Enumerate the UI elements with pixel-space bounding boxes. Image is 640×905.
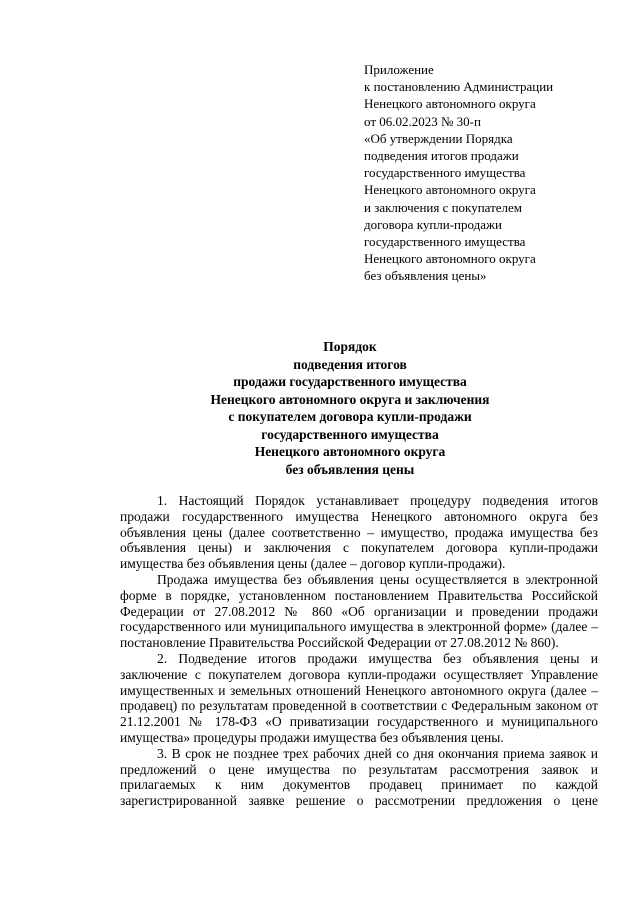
- appendix-line: подведения итогов продажи: [364, 148, 519, 164]
- appendix-line: без объявления цены»: [364, 268, 487, 284]
- paragraph-2: 2. Подведение итогов продажи имущества без объявления цены и заключение с покупателем договора купли-продажи осуществляет Управление имущественных и земельных отношений Ненецкого автономного округа (далее – продавец) по результатам проведенной в соответствии с Федеральным законом от 21.12.2001 № 178-ФЗ «О приватизации государственного и муниципального имущества» процедуры продажи имущества без объявления цены.: [120, 650, 598, 745]
- title-line: с покупателем договора купли-продажи: [228, 409, 472, 424]
- title-line: без объявления цены: [285, 461, 415, 477]
- document-body: [120, 493, 598, 809]
- appendix-line: Приложение: [364, 62, 434, 77]
- appendix-block: [364, 61, 553, 285]
- appendix-line: «Об утверждении Порядка: [364, 130, 513, 146]
- appendix-line: договора купли-продажи: [364, 216, 502, 232]
- title-line: Порядок: [323, 339, 377, 354]
- document-title: [120, 338, 580, 478]
- appendix-line: Ненецкого автономного округа: [364, 251, 536, 267]
- appendix-line: от 06.02.2023 № 30-п: [364, 113, 481, 129]
- appendix-line: и заключения с покупателем: [364, 199, 523, 215]
- appendix-line: Ненецкого автономного округа: [364, 182, 536, 198]
- title-line: Ненецкого автономного округа и заключения: [210, 391, 490, 407]
- title-line: государственного имущества: [261, 426, 439, 442]
- paragraph-1: 1. Настоящий Порядок устанавливает процедуру подведения итогов продажи государственного имущества Ненецкого автономного округа без объявления цены (далее соответственно – имущество, продажа имущества без объявления цены) и заключения с покупателем договора купли-продажи имущества без объявления цены (далее – договор купли-продажи).: [120, 493, 598, 572]
- title-line: подведения итогов: [293, 356, 407, 372]
- appendix-line: государственного имущества: [364, 165, 526, 181]
- paragraph-3: 3. В срок не позднее трех рабочих дней со дня окончания приема заявок и предложений о цене имущества по результатам рассмотрения заявок и прилагаемых к ним документов продавец принимает по каждой зарегистрированной заявке решение о рассмотрении предложения о цене: [120, 745, 598, 809]
- title-line: Ненецкого автономного округа: [254, 444, 446, 459]
- title-line: продажи государственного имущества: [233, 374, 467, 389]
- appendix-line: к постановлению Администрации: [364, 79, 554, 95]
- appendix-line: Ненецкого автономного округа: [364, 96, 536, 112]
- appendix-line: государственного имущества: [364, 234, 526, 250]
- paragraph-1-continued: Продажа имущества без объявления цены осуществляется в электронной форме в порядке, установленном постановлением Правительства Российской Федерации от 27.08.2012 № 860 «Об организации и проведении продажи государственного или муниципального имущества в электронной форме» (далее – постановление Правительства Российской Федерации от 27.08.2012 № 860).: [120, 571, 598, 651]
